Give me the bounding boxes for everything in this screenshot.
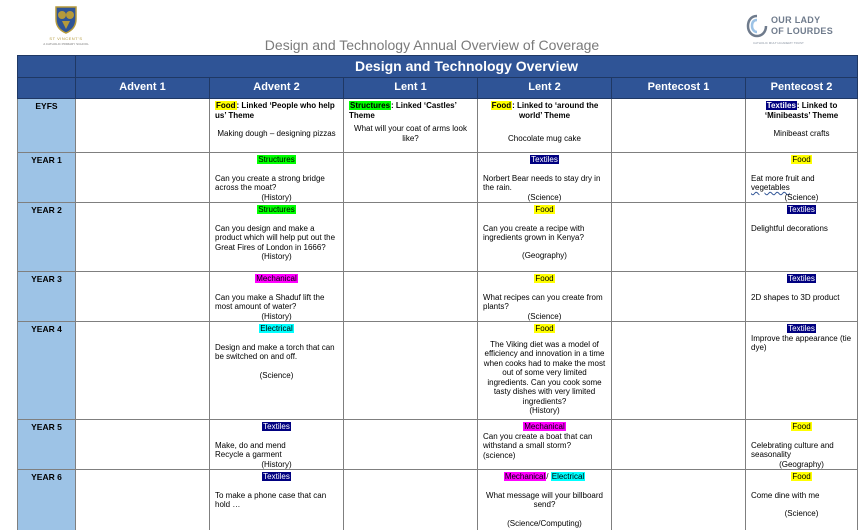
cell-year5-pentecost-2 <box>746 420 858 470</box>
cell-text: Can you make a Shaduf lift the most amount of water? <box>215 292 325 311</box>
cell-year3-advent-1 <box>76 272 210 322</box>
mechanical-tag: Mechanical <box>504 472 546 481</box>
document-title: Design and Technology Annual Overview of Coverage <box>264 37 600 53</box>
lourdes-mark-icon <box>746 14 768 38</box>
cell-year5-pentecost-1 <box>612 420 746 470</box>
header-corner-cell <box>18 78 76 99</box>
cell-year1-lent-2 <box>478 153 612 203</box>
cell-year4-lent-1 <box>344 322 478 420</box>
school-crest-logo: ST VINCENT'S A CATHOLIC PRIMARY SCHOOL <box>28 4 104 48</box>
tag-separator: / <box>546 472 551 481</box>
cell-year6-lent-2 <box>478 470 612 530</box>
cell-eyfs-lent-2 <box>478 99 612 153</box>
cell-year1-advent-1 <box>76 153 210 203</box>
cell-text: Come dine with me <box>751 490 820 500</box>
cell-year1-pentecost-2 <box>746 153 858 203</box>
cell-year4-advent-1 <box>76 322 210 420</box>
column-header-lent-2: Lent 2 <box>478 78 612 99</box>
textiles-tag: Textiles <box>788 274 815 283</box>
food-tag: Food <box>792 472 811 481</box>
cell-eyfs-pentecost-2 <box>746 99 858 153</box>
structures-tag: Structures <box>258 205 295 214</box>
cell-year6-pentecost-2 <box>746 470 858 530</box>
row-label-eyfs: EYFS <box>18 99 76 153</box>
food-tag: Food <box>535 324 554 333</box>
cell-text-underlined: vegetables <box>751 183 790 192</box>
cell-note: (science) <box>483 450 516 460</box>
cell-note: (Science) <box>527 311 562 321</box>
row-label-year-4: YEAR 4 <box>18 322 76 420</box>
cell-year4-advent-2 <box>210 322 344 420</box>
mechanical-tag: Mechanical <box>256 274 297 283</box>
cell-year3-pentecost-2 <box>746 272 858 322</box>
cell-theme: : Linked ‘Castles’ Theme <box>349 101 457 120</box>
cell-note: (Geography) <box>779 459 824 469</box>
cell-year2-pentecost-1 <box>612 203 746 272</box>
food-tag: Food <box>792 155 811 164</box>
cell-note: (Science) <box>784 192 819 202</box>
cell-text: Eat more fruit and <box>751 173 815 183</box>
cell-text: Minibeast crafts <box>773 129 830 138</box>
cell-year3-lent-1 <box>344 272 478 322</box>
food-tag: Food <box>792 422 811 431</box>
cell-eyfs-lent-1 <box>344 99 478 153</box>
cell-text: Delightful decorations <box>751 223 828 233</box>
food-tag: Food <box>535 274 554 283</box>
cell-text: The Viking diet was a model of efficiency and innovation in a time when cooks had to make the most out of some very limited ingredients. Can you cook some tasty dishes with very limited ingredients? <box>483 339 606 406</box>
cell-note: (Science/Computing) <box>507 518 582 528</box>
cell-text: What message will your billboard send? <box>486 490 603 509</box>
cell-text: What will your coat of arms look like? <box>354 124 467 143</box>
cell-year3-advent-2 <box>210 272 344 322</box>
cell-theme: : Linked to ‘Minibeasts’ Theme <box>764 101 839 120</box>
cell-text: Recycle a garment <box>215 450 282 459</box>
textiles-tag: Textiles <box>788 324 815 333</box>
cell-text: Making dough – designing pizzas <box>217 129 336 138</box>
cell-text: Can you create a strong bridge across the moat? <box>215 173 325 192</box>
structures-tag: Structures <box>350 101 391 110</box>
row-label-year-5: YEAR 5 <box>18 420 76 470</box>
row-label-year-6: YEAR 6 <box>18 470 76 530</box>
cell-text: Can you create a recipe with ingredients grown in Kenya? <box>483 223 585 242</box>
food-tag: Food <box>216 101 236 110</box>
food-tag: Food <box>535 205 554 214</box>
overview-table <box>17 55 858 530</box>
table-title: Design and Technology Overview <box>76 56 858 78</box>
cell-note: (Science) <box>259 370 294 380</box>
crest-icon <box>53 4 79 34</box>
column-header-pentecost-2: Pentecost 2 <box>746 78 858 99</box>
cell-note: (History) <box>261 459 292 469</box>
cell-year5-advent-2 <box>210 420 344 470</box>
food-tag: Food <box>491 101 512 110</box>
cell-year1-advent-2 <box>210 153 344 203</box>
cell-text: Can you create a boat that can withstand a small storm? <box>483 431 593 450</box>
cell-note: (History) <box>261 192 292 202</box>
cell-note: (History) <box>529 406 560 415</box>
column-header-pentecost-1: Pentecost 1 <box>612 78 746 99</box>
cell-text: Make, do and mend <box>215 440 286 450</box>
column-header-lent-1: Lent 1 <box>344 78 478 99</box>
cell-text: Design and make a torch that can be switched on and off. <box>215 342 335 361</box>
row-label-year-3: YEAR 3 <box>18 272 76 322</box>
cell-year5-advent-1 <box>76 420 210 470</box>
logo-name-line1: OUR LADY <box>771 15 821 25</box>
mechanical-tag: Mechanical <box>524 422 565 431</box>
table-row <box>18 420 858 470</box>
cell-year2-lent-2 <box>478 203 612 272</box>
cell-year6-pentecost-1 <box>612 470 746 530</box>
cell-text: What recipes can you create from plants? <box>483 292 603 311</box>
cell-eyfs-pentecost-1 <box>612 99 746 153</box>
cell-year4-pentecost-1 <box>612 322 746 420</box>
header-corner-cell <box>18 56 76 78</box>
cell-note: (History) <box>261 252 292 261</box>
row-label-year-1: YEAR 1 <box>18 153 76 203</box>
table-row <box>18 99 858 153</box>
our-lady-of-lourdes-logo: OUR LADY OF LOURDES CATHOLIC MULTI ACADEMY TRUST <box>746 12 854 48</box>
cell-year5-lent-2 <box>478 420 612 470</box>
cell-text: To make a phone case that can hold … <box>215 490 327 509</box>
cell-year3-pentecost-1 <box>612 272 746 322</box>
table-row <box>18 153 858 203</box>
table-row <box>18 203 858 272</box>
cell-year2-pentecost-2 <box>746 203 858 272</box>
table-row <box>18 470 858 530</box>
cell-year5-lent-1 <box>344 420 478 470</box>
cell-year6-lent-1 <box>344 470 478 530</box>
cell-theme: : Linked to ‘around the world’ Theme <box>512 101 599 120</box>
cell-year2-advent-2 <box>210 203 344 272</box>
textiles-tag: Textiles <box>788 205 815 214</box>
cell-year1-lent-1 <box>344 153 478 203</box>
cell-theme: : Linked ‘People who help us’ Theme <box>215 101 335 120</box>
structures-tag: Structures <box>258 155 295 164</box>
cell-year2-advent-1 <box>76 203 210 272</box>
row-label-year-2: YEAR 2 <box>18 203 76 272</box>
textiles-tag: Textiles <box>263 422 290 431</box>
cell-year6-advent-1 <box>76 470 210 530</box>
cell-year1-pentecost-1 <box>612 153 746 203</box>
cell-note: (History) <box>261 311 292 321</box>
cell-text: Can you design and make a product which will help put out the Great Fires of London in 1666? <box>215 223 336 252</box>
column-header-advent-2: Advent 2 <box>210 78 344 99</box>
table-row <box>18 322 858 420</box>
cell-text: Celebrating culture and seasonality <box>751 440 834 459</box>
cell-eyfs-advent-1 <box>76 99 210 153</box>
cell-year4-lent-2 <box>478 322 612 420</box>
cell-eyfs-advent-2 <box>210 99 344 153</box>
cell-text: Improve the appearance (tie dye) <box>751 333 852 352</box>
table-row <box>18 272 858 322</box>
cell-note: (Science) <box>784 509 819 518</box>
cell-year3-lent-2 <box>478 272 612 322</box>
cell-text: Norbert Bear needs to stay dry in the rain. <box>483 173 601 192</box>
cell-text: 2D shapes to 3D product <box>751 292 840 302</box>
electrical-tag: Electrical <box>551 472 585 481</box>
cell-year2-lent-1 <box>344 203 478 272</box>
cell-year4-pentecost-2 <box>746 322 858 420</box>
cell-year6-advent-2 <box>210 470 344 530</box>
cell-note: (Geography) <box>522 250 567 260</box>
column-header-advent-1: Advent 1 <box>76 78 210 99</box>
textiles-tag: Textiles <box>766 101 796 110</box>
cell-text: Chocolate mug cake <box>508 134 581 143</box>
textiles-tag: Textiles <box>531 155 558 164</box>
cell-note: (Science) <box>527 192 562 202</box>
electrical-tag: Electrical <box>260 324 293 333</box>
textiles-tag: Textiles <box>263 472 290 481</box>
logo-name-line2: OF LOURDES <box>771 26 834 36</box>
